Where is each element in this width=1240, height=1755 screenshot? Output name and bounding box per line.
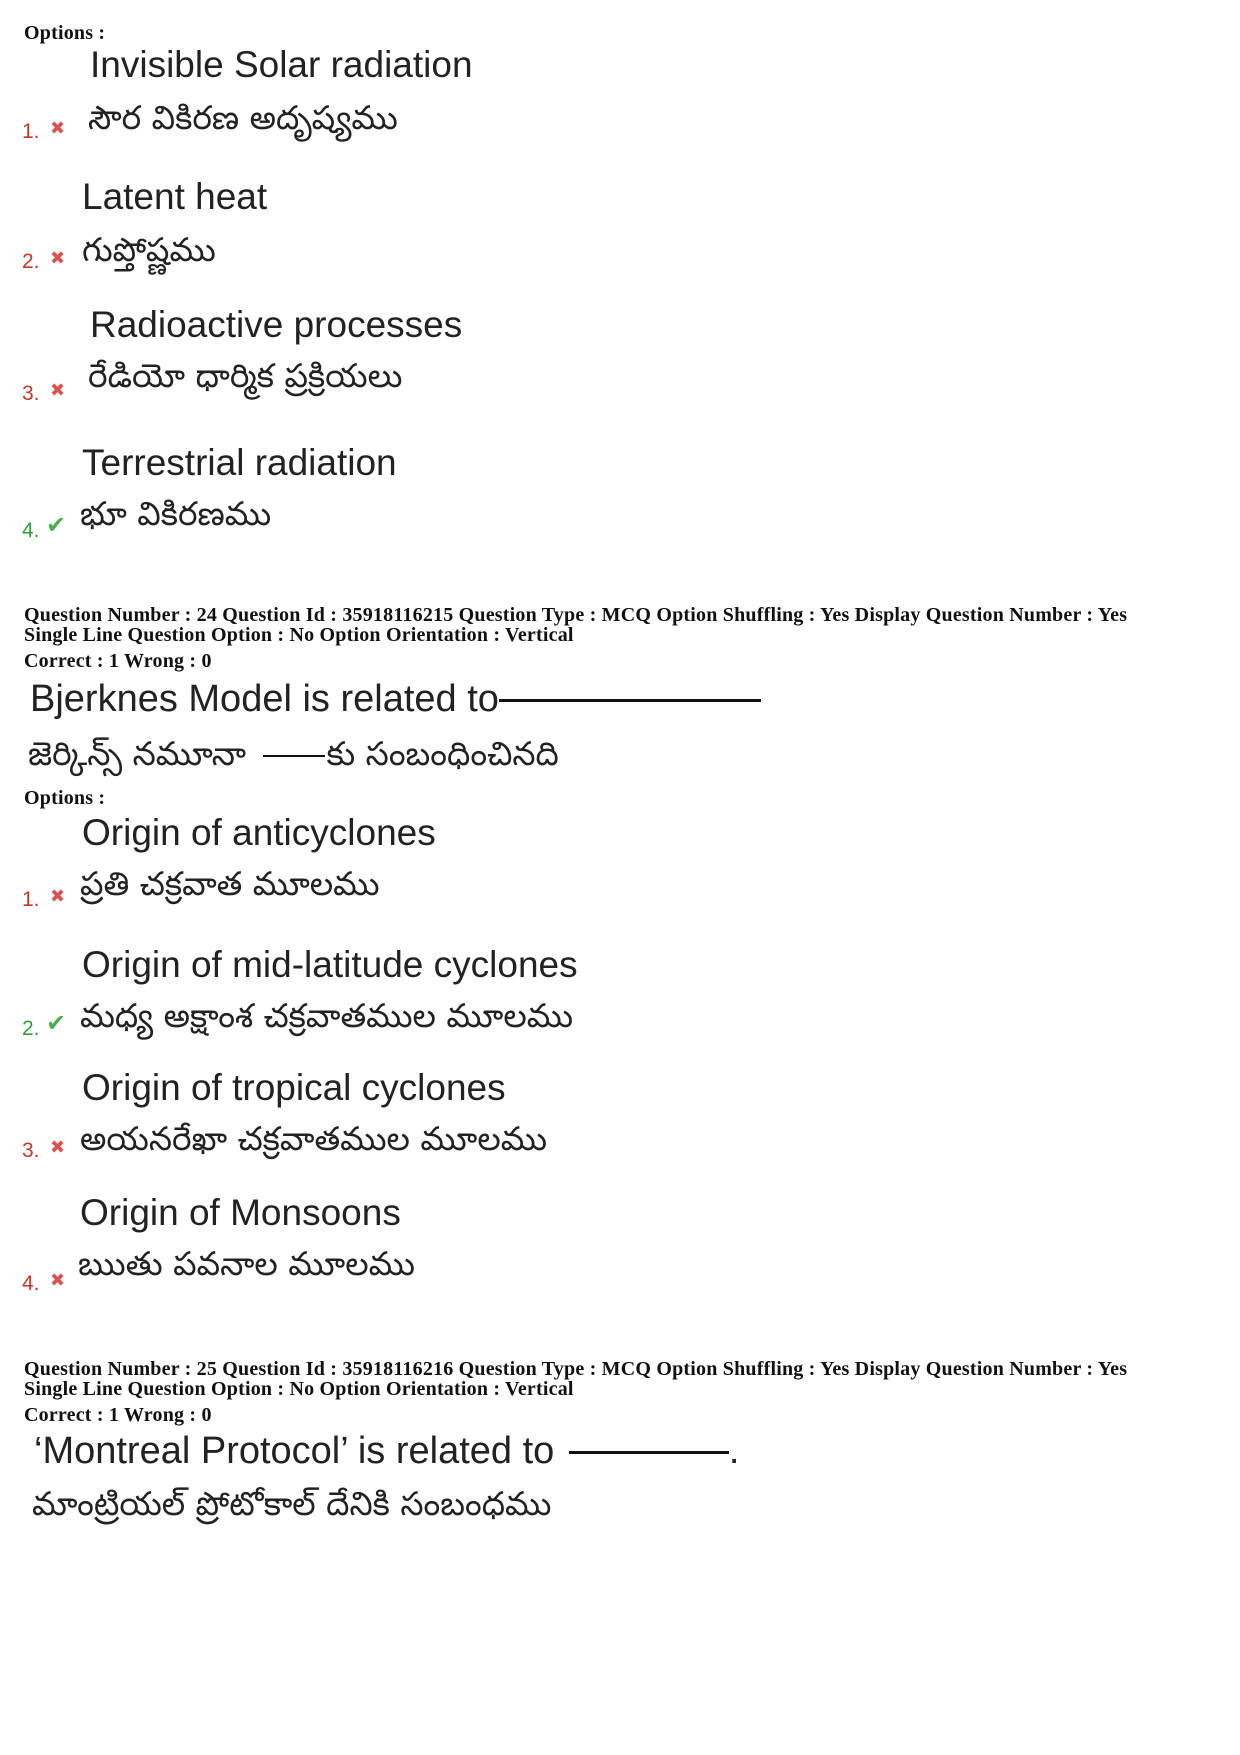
- q24-option-1-telugu: ప్రతి చక్రవాత మూలము: [80, 864, 380, 903]
- q24-option-2-telugu: మధ్య అక్షాంశ చక్రవాతముల మూలము: [80, 996, 574, 1035]
- q24-option-2-number: 2.: [22, 1017, 40, 1040]
- wrong-mark-icon: ✖: [50, 1270, 66, 1290]
- q25-question-english-text: ‘Montreal Protocol’ is related to: [34, 1430, 555, 1472]
- option-3-telugu: రేడియో ధార్మిక ప్రక్రియలు: [88, 356, 403, 395]
- option-1-number: 1.: [22, 120, 40, 143]
- option-1-telugu: సౌర వికిరణ అదృష్యము: [88, 98, 398, 137]
- q25-question-english-end: .: [728, 1430, 740, 1472]
- options-label: Options :: [24, 787, 106, 809]
- answer-blank-line: [569, 1451, 729, 1454]
- q24-option-1-number: 1.: [22, 888, 40, 911]
- option-3-english: Radioactive processes: [90, 304, 463, 345]
- option-2-english: Latent heat: [82, 176, 268, 217]
- q25-meta-line-1: Question Number : 25 Question Id : 35918116216 Question Type : MCQ Option Shuffling : Yes Display Question Number : Yes: [24, 1358, 1128, 1380]
- q24-option-3-telugu: అయనరేఖా చక్రవాతముల మూలము: [80, 1119, 548, 1158]
- q25-meta-line-3: Correct : 1 Wrong : 0: [24, 1404, 212, 1426]
- q24-option-4-english: Origin of Monsoons: [80, 1192, 401, 1233]
- answer-blank-line: [263, 755, 325, 757]
- correct-check-icon: ✔: [46, 512, 67, 539]
- q24-question-telugu-pre: జెర్కిన్స్ నమూనా: [28, 734, 247, 773]
- option-1-english: Invisible Solar radiation: [90, 44, 473, 85]
- q25-meta-line-2: Single Line Question Option : No Option Orientation : Vertical: [24, 1378, 574, 1400]
- q24-option-1-english: Origin of anticyclones: [82, 812, 436, 853]
- option-4-number: 4.: [22, 519, 40, 542]
- option-3-number: 3.: [22, 382, 40, 405]
- q24-option-3-number: 3.: [22, 1139, 40, 1162]
- wrong-mark-icon: ✖: [50, 118, 66, 138]
- wrong-mark-icon: ✖: [50, 886, 66, 906]
- q24-option-4-number: 4.: [22, 1272, 40, 1295]
- wrong-mark-icon: ✖: [50, 380, 66, 400]
- q24-option-4-telugu: ఋతు పవనాల మూలము: [78, 1244, 415, 1283]
- option-2-number: 2.: [22, 250, 40, 273]
- option-4-telugu: భూ వికిరణము: [80, 494, 272, 533]
- option-4-english: Terrestrial radiation: [82, 442, 397, 483]
- q24-question-english-text: Bjerknes Model is related to: [30, 678, 499, 720]
- q24-question-telugu-post: కు సంబంధించినది: [326, 734, 559, 773]
- wrong-mark-icon: ✖: [50, 1137, 66, 1157]
- answer-blank-line: [499, 699, 761, 702]
- q24-option-3-english: Origin of tropical cyclones: [82, 1067, 506, 1108]
- correct-check-icon: ✔: [46, 1010, 67, 1037]
- wrong-mark-icon: ✖: [50, 248, 66, 268]
- q24-meta-line-1: Question Number : 24 Question Id : 35918116215 Question Type : MCQ Option Shuffling : Yes Display Question Number : Yes: [24, 604, 1128, 626]
- q25-question-english: [34, 1430, 739, 1473]
- q25-question-telugu: మాంట్రియల్ ప్రోటోకాల్ దేనికి సంబంధము: [32, 1484, 552, 1523]
- q24-option-2-english: Origin of mid-latitude cyclones: [82, 944, 578, 985]
- q24-meta-line-2: Single Line Question Option : No Option Orientation : Vertical: [24, 624, 574, 646]
- options-label: Options :: [24, 22, 106, 44]
- q24-question-english: [30, 678, 761, 721]
- option-2-telugu: గుప్తోష్ణము: [82, 230, 216, 269]
- q24-question-telugu: [28, 734, 559, 781]
- q24-meta-line-3: Correct : 1 Wrong : 0: [24, 650, 212, 672]
